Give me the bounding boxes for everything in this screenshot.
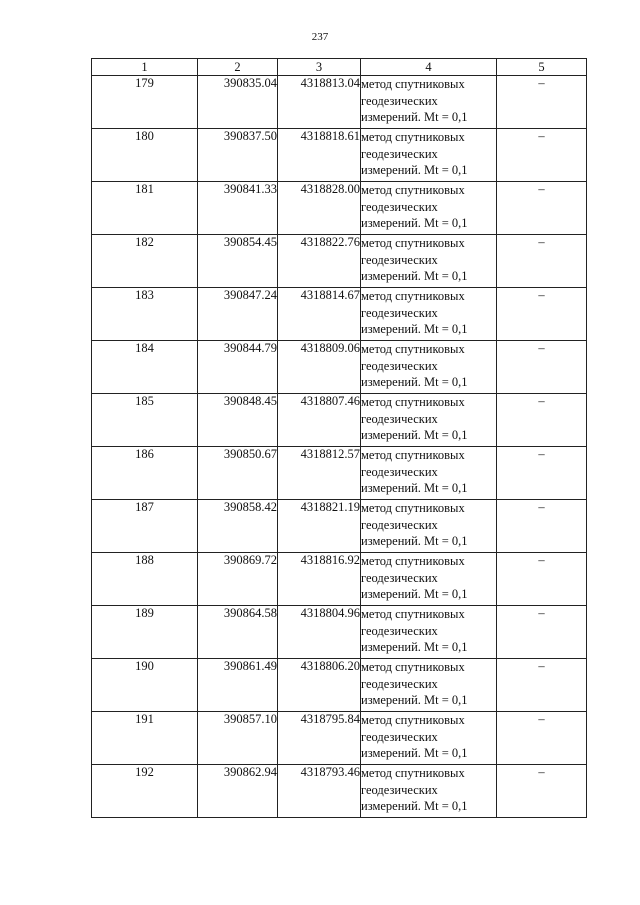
table-row bbox=[92, 765, 587, 818]
y-coordinate-cell: 4318828.00 bbox=[278, 182, 361, 235]
point-number-cell: 189 bbox=[92, 606, 198, 659]
note-cell: – bbox=[497, 129, 587, 182]
x-coordinate-cell: 390848.45 bbox=[198, 394, 278, 447]
y-coordinate-cell: 4318804.96 bbox=[278, 606, 361, 659]
y-coordinate-cell: 4318822.76 bbox=[278, 235, 361, 288]
table-row bbox=[92, 129, 587, 182]
note-cell: – bbox=[497, 341, 587, 394]
point-number-cell: 180 bbox=[92, 129, 198, 182]
header-col-2: 2 bbox=[198, 59, 278, 76]
x-coordinate-cell: 390857.10 bbox=[198, 712, 278, 765]
x-coordinate-cell: 390861.49 bbox=[198, 659, 278, 712]
table-row bbox=[92, 606, 587, 659]
method-cell: метод спутниковых геодезических измерений. Mt = 0,1 bbox=[361, 606, 497, 659]
header-col-3: 3 bbox=[278, 59, 361, 76]
note-cell: – bbox=[497, 288, 587, 341]
x-coordinate-cell: 390854.45 bbox=[198, 235, 278, 288]
method-cell: метод спутниковых геодезических измерений. Mt = 0,1 bbox=[361, 341, 497, 394]
table-row bbox=[92, 553, 587, 606]
x-coordinate-cell: 390841.33 bbox=[198, 182, 278, 235]
x-coordinate-cell: 390858.42 bbox=[198, 500, 278, 553]
note-cell: – bbox=[497, 394, 587, 447]
point-number-cell: 183 bbox=[92, 288, 198, 341]
method-cell: метод спутниковых геодезических измерений. Mt = 0,1 bbox=[361, 394, 497, 447]
note-cell: – bbox=[497, 76, 587, 129]
note-cell: – bbox=[497, 712, 587, 765]
note-cell: – bbox=[497, 659, 587, 712]
point-number-cell: 190 bbox=[92, 659, 198, 712]
point-number-cell: 179 bbox=[92, 76, 198, 129]
header-col-5: 5 bbox=[497, 59, 587, 76]
x-coordinate-cell: 390850.67 bbox=[198, 447, 278, 500]
header-row bbox=[92, 59, 587, 76]
method-cell: метод спутниковых геодезических измерений. Mt = 0,1 bbox=[361, 447, 497, 500]
note-cell: – bbox=[497, 553, 587, 606]
method-cell: метод спутниковых геодезических измерений. Mt = 0,1 bbox=[361, 553, 497, 606]
y-coordinate-cell: 4318795.84 bbox=[278, 712, 361, 765]
point-number-cell: 185 bbox=[92, 394, 198, 447]
y-coordinate-cell: 4318814.67 bbox=[278, 288, 361, 341]
method-cell: метод спутниковых геодезических измерений. Mt = 0,1 bbox=[361, 765, 497, 818]
table-body bbox=[92, 76, 587, 818]
y-coordinate-cell: 4318809.06 bbox=[278, 341, 361, 394]
point-number-cell: 186 bbox=[92, 447, 198, 500]
note-cell: – bbox=[497, 447, 587, 500]
x-coordinate-cell: 390864.58 bbox=[198, 606, 278, 659]
table-row bbox=[92, 235, 587, 288]
y-coordinate-cell: 4318821.19 bbox=[278, 500, 361, 553]
table-row bbox=[92, 447, 587, 500]
method-cell: метод спутниковых геодезических измерений. Mt = 0,1 bbox=[361, 235, 497, 288]
method-cell: метод спутниковых геодезических измерений. Mt = 0,1 bbox=[361, 659, 497, 712]
point-number-cell: 191 bbox=[92, 712, 198, 765]
table-row bbox=[92, 712, 587, 765]
point-number-cell: 192 bbox=[92, 765, 198, 818]
y-coordinate-cell: 4318818.61 bbox=[278, 129, 361, 182]
header-col-1: 1 bbox=[92, 59, 198, 76]
coordinates-table bbox=[91, 58, 587, 818]
table-row bbox=[92, 659, 587, 712]
method-cell: метод спутниковых геодезических измерений. Mt = 0,1 bbox=[361, 712, 497, 765]
x-coordinate-cell: 390847.24 bbox=[198, 288, 278, 341]
table-row bbox=[92, 288, 587, 341]
method-cell: метод спутниковых геодезических измерений. Mt = 0,1 bbox=[361, 182, 497, 235]
x-coordinate-cell: 390837.50 bbox=[198, 129, 278, 182]
point-number-cell: 182 bbox=[92, 235, 198, 288]
y-coordinate-cell: 4318812.57 bbox=[278, 447, 361, 500]
y-coordinate-cell: 4318793.46 bbox=[278, 765, 361, 818]
note-cell: – bbox=[497, 235, 587, 288]
note-cell: – bbox=[497, 765, 587, 818]
y-coordinate-cell: 4318807.46 bbox=[278, 394, 361, 447]
page-number: 237 bbox=[311, 31, 329, 43]
table-row bbox=[92, 76, 587, 129]
point-number-cell: 184 bbox=[92, 341, 198, 394]
y-coordinate-cell: 4318816.92 bbox=[278, 553, 361, 606]
x-coordinate-cell: 390844.79 bbox=[198, 341, 278, 394]
table-row bbox=[92, 394, 587, 447]
note-cell: – bbox=[497, 606, 587, 659]
table-header bbox=[92, 59, 587, 76]
method-cell: метод спутниковых геодезических измерений. Mt = 0,1 bbox=[361, 500, 497, 553]
method-cell: метод спутниковых геодезических измерений. Mt = 0,1 bbox=[361, 288, 497, 341]
x-coordinate-cell: 390869.72 bbox=[198, 553, 278, 606]
x-coordinate-cell: 390862.94 bbox=[198, 765, 278, 818]
table-row bbox=[92, 182, 587, 235]
note-cell: – bbox=[497, 182, 587, 235]
method-cell: метод спутниковых геодезических измерений. Mt = 0,1 bbox=[361, 129, 497, 182]
x-coordinate-cell: 390835.04 bbox=[198, 76, 278, 129]
header-col-4: 4 bbox=[361, 59, 497, 76]
method-cell: метод спутниковых геодезических измерений. Mt = 0,1 bbox=[361, 76, 497, 129]
note-cell: – bbox=[497, 500, 587, 553]
point-number-cell: 188 bbox=[92, 553, 198, 606]
point-number-cell: 187 bbox=[92, 500, 198, 553]
table-row bbox=[92, 341, 587, 394]
table-row bbox=[92, 500, 587, 553]
y-coordinate-cell: 4318813.04 bbox=[278, 76, 361, 129]
y-coordinate-cell: 4318806.20 bbox=[278, 659, 361, 712]
point-number-cell: 181 bbox=[92, 182, 198, 235]
